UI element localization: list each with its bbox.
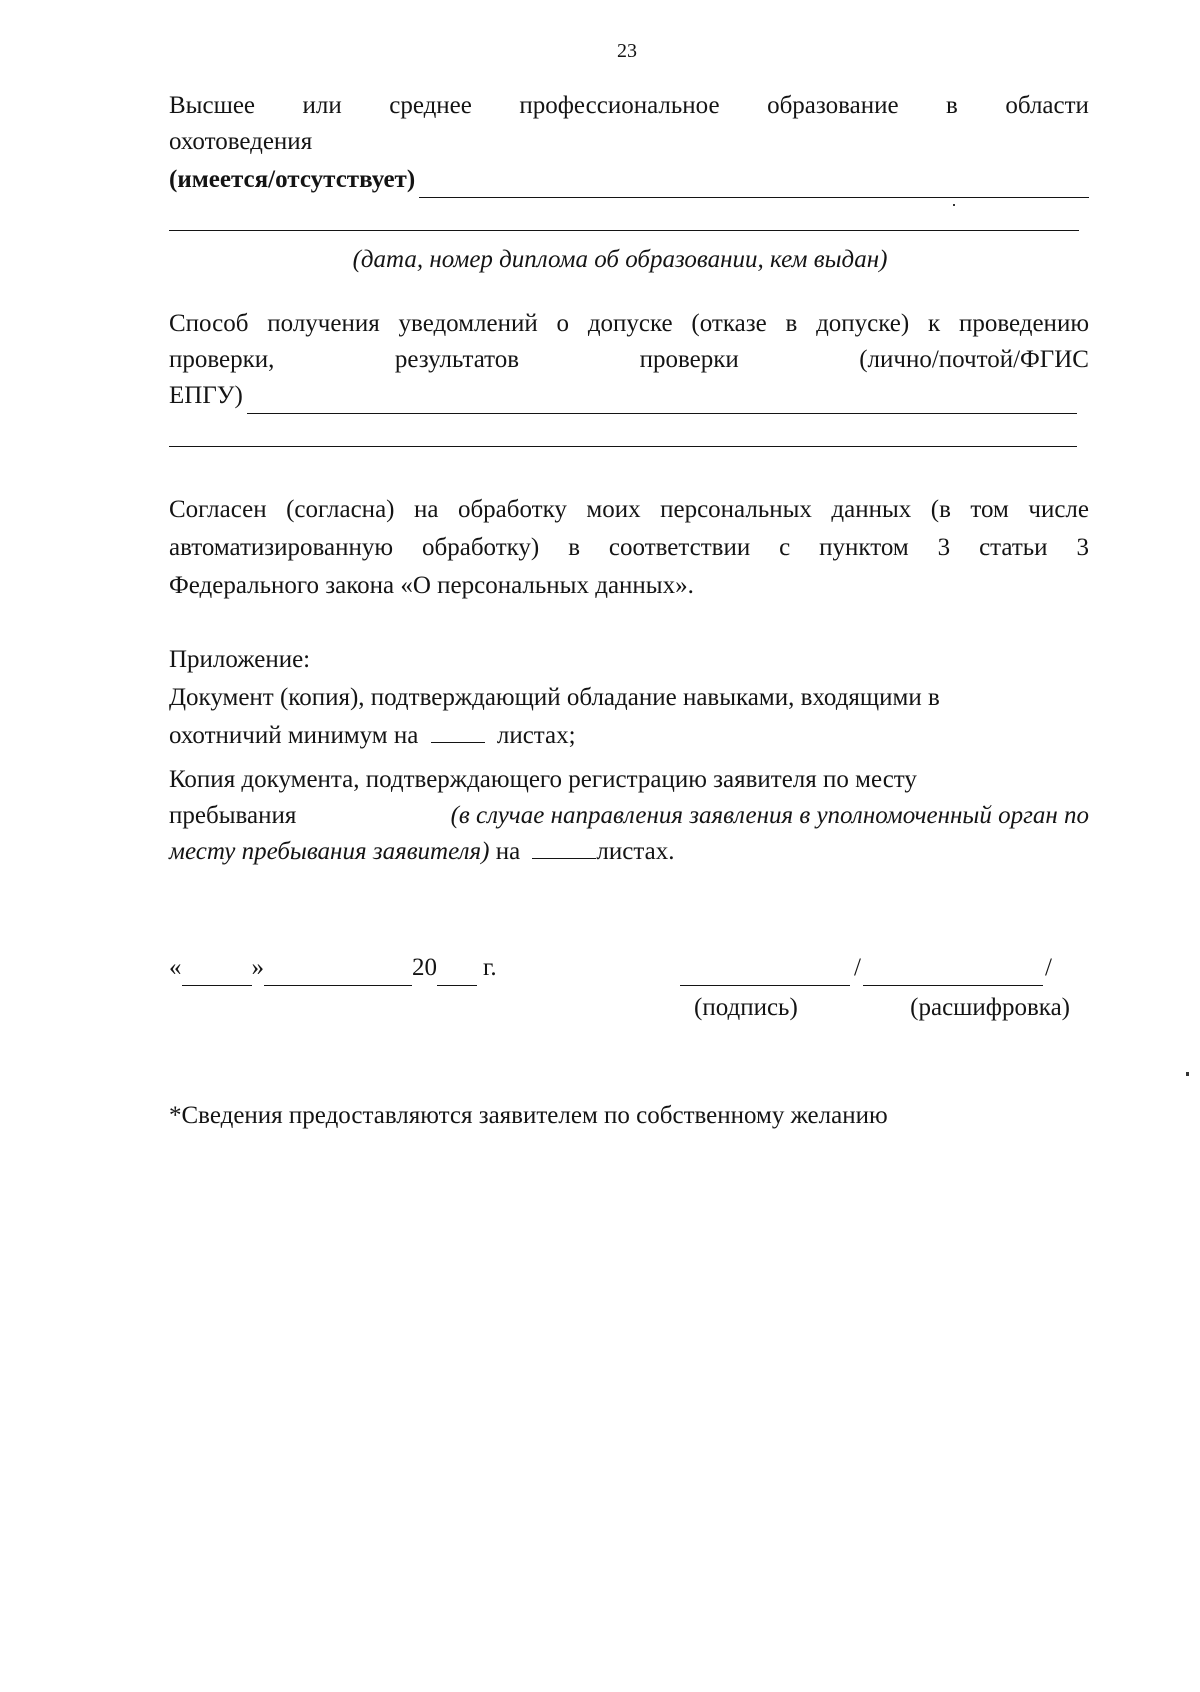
date-line: « » 20 г. <box>169 950 497 986</box>
attachment-2-line-1: Копия документа, подтверждающего регистрацию заявителя по месту <box>169 766 917 793</box>
consent-line-3: Федерального закона «О персональных данных». <box>169 572 694 599</box>
signature-decryption-blank[interactable] <box>863 961 1043 986</box>
education-line-1: Высшее или среднее профессиональное образование в области <box>169 92 1089 119</box>
date-year-blank[interactable] <box>437 961 477 986</box>
attachment-1-pages-blank[interactable] <box>431 718 485 743</box>
education-details-blank[interactable] <box>169 230 1079 231</box>
notification-line-2: проверки, результатов проверки (лично/почтой/ФГИС <box>169 346 1089 373</box>
education-status-field <box>169 162 1089 198</box>
signature-blank[interactable] <box>680 961 850 986</box>
education-status-blank[interactable] <box>419 171 1089 198</box>
notification-method-label: ЕПГУ) <box>169 382 243 409</box>
notification-method-blank[interactable] <box>247 387 1077 414</box>
attachments-heading: Приложение: <box>169 646 311 673</box>
attachment-1-line-2: охотничий минимум на листах; <box>169 718 1089 754</box>
footnote: *Сведения предоставляются заявителем по собственному желанию <box>169 1102 888 1129</box>
notification-line-1: Способ получения уведомлений о допуске (отказе в допуске) к проведению <box>169 310 1089 337</box>
notification-extra-blank[interactable] <box>169 446 1077 447</box>
signature-block: / / (подпись) (расшифровка) <box>680 950 1080 1026</box>
consent-line-1: Согласен (согласна) на обработку моих персональных данных (в том числе <box>169 496 1089 523</box>
education-line-2: охотоведения <box>169 128 313 155</box>
page-number: 23 <box>617 40 637 62</box>
signature-label: (подпись) <box>694 994 798 1021</box>
date-month-blank[interactable] <box>264 961 412 986</box>
attachment-2-line-3: месту пребывания заявителя) на листах. <box>169 834 1089 870</box>
education-details-caption: (дата, номер диплома об образовании, кем выдан) <box>352 246 888 273</box>
date-day-blank[interactable] <box>182 961 252 986</box>
consent-line-2: автоматизированную обработку) в соответствии с пунктом 3 статьи 3 <box>169 534 1089 561</box>
scan-speck <box>1186 1072 1189 1076</box>
attachment-2-pages-blank[interactable] <box>532 834 596 859</box>
education-status-label: (имеется/отсутствует) <box>169 166 416 193</box>
scan-speck <box>953 204 955 206</box>
attachment-1-line-1: Документ (копия), подтверждающий обладание навыками, входящими в <box>169 684 940 711</box>
notification-method-field <box>169 378 1077 414</box>
attachment-2-line-2: пребывания (в случае направления заявления в уполномоченный орган по <box>169 802 1089 829</box>
decryption-label: (расшифровка) <box>910 994 1070 1021</box>
